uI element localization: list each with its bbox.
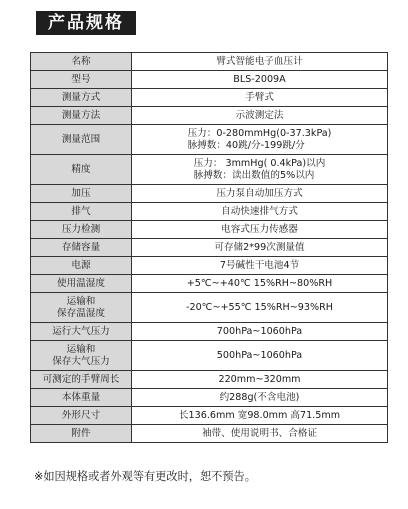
spec-value: 约288g(不含电池) — [132, 389, 388, 407]
spec-row — [31, 425, 388, 443]
spec-label-line: 保存大气压力 — [52, 355, 110, 367]
spec-label: 运行大气压力 — [31, 323, 132, 341]
spec-label: 测量方法 — [31, 107, 132, 125]
spec-row — [31, 71, 388, 89]
spec-label: 可测定的手臂周长 — [31, 371, 132, 389]
spec-value-line: 脉搏数：40跳/分-199跳/分 — [187, 139, 305, 151]
spec-label — [31, 341, 132, 371]
spec-label-line: 运输和 — [66, 344, 96, 355]
spec-label-line: 运输和 — [66, 296, 96, 307]
spec-value: 可存储2*99次测量值 — [132, 239, 388, 257]
spec-value: 臂式智能电子血压计 — [132, 53, 388, 71]
spec-label: 本体重量 — [31, 389, 132, 407]
spec-label: 使用温湿度 — [31, 275, 132, 293]
spec-value — [132, 155, 388, 185]
spec-value — [132, 125, 388, 155]
spec-label: 精度 — [31, 155, 132, 185]
spec-label: 测量方式 — [31, 89, 132, 107]
spec-row — [31, 155, 388, 185]
spec-row — [31, 341, 388, 371]
spec-table — [30, 52, 388, 443]
spec-value-line: 压力：0-280mmHg(0-37.3kPa) — [187, 128, 332, 139]
spec-label: 排气 — [31, 203, 132, 221]
page-title: 产品规格 — [36, 11, 136, 35]
spec-value: -20℃~+55℃ 15%RH~93%RH — [132, 293, 388, 323]
spec-row — [31, 389, 388, 407]
spec-value: 手臂式 — [132, 89, 388, 107]
spec-row — [31, 125, 388, 155]
spec-row — [31, 53, 388, 71]
spec-value: 示波测定法 — [132, 107, 388, 125]
spec-value-lines — [188, 128, 332, 151]
spec-label: 名称 — [31, 53, 132, 71]
spec-label-line: 保存温湿度 — [57, 307, 105, 319]
spec-value: BLS-2009A — [132, 71, 388, 89]
spec-label: 测量范围 — [31, 125, 132, 155]
spec-label: 压力检测 — [31, 221, 132, 239]
spec-value: 500hPa~1060hPa — [132, 341, 388, 371]
spec-row — [31, 203, 388, 221]
spec-value-line: 压力： 3mmHg( 0.4kPa)以内 — [193, 158, 326, 169]
spec-row — [31, 257, 388, 275]
spec-label: 电源 — [31, 257, 132, 275]
spec-row — [31, 275, 388, 293]
spec-value: 7号碱性干电池4节 — [132, 257, 388, 275]
spec-value: 220mm~320mm — [132, 371, 388, 389]
spec-value: +5℃~+40℃ 15%RH~80%RH — [132, 275, 388, 293]
spec-value: 电容式压力传感器 — [132, 221, 388, 239]
spec-row — [31, 239, 388, 257]
spec-value: 长136.6mm 宽98.0mm 高71.5mm — [132, 407, 388, 425]
spec-row — [31, 293, 388, 323]
footnote: ※如因规格或者外观等有更改时，恕不预告。 — [34, 470, 256, 483]
spec-row — [31, 107, 388, 125]
spec-value: 自动快速排气方式 — [132, 203, 388, 221]
spec-label: 加压 — [31, 185, 132, 203]
spec-row — [31, 407, 388, 425]
spec-row — [31, 371, 388, 389]
spec-row — [31, 221, 388, 239]
spec-table-body — [31, 53, 388, 443]
spec-label: 附件 — [31, 425, 132, 443]
spec-value: 700hPa~1060hPa — [132, 323, 388, 341]
spec-value: 压力泵自动加压方式 — [132, 185, 388, 203]
spec-value-lines — [194, 158, 326, 181]
spec-value-line: 脉搏数：读出数值的5%以内 — [193, 169, 315, 181]
spec-row — [31, 323, 388, 341]
spec-row — [31, 185, 388, 203]
spec-row — [31, 89, 388, 107]
spec-value: 袖带、使用说明书、合格证 — [132, 425, 388, 443]
spec-label: 外形尺寸 — [31, 407, 132, 425]
spec-label: 型号 — [31, 71, 132, 89]
spec-label: 存储容量 — [31, 239, 132, 257]
spec-label — [31, 293, 132, 323]
